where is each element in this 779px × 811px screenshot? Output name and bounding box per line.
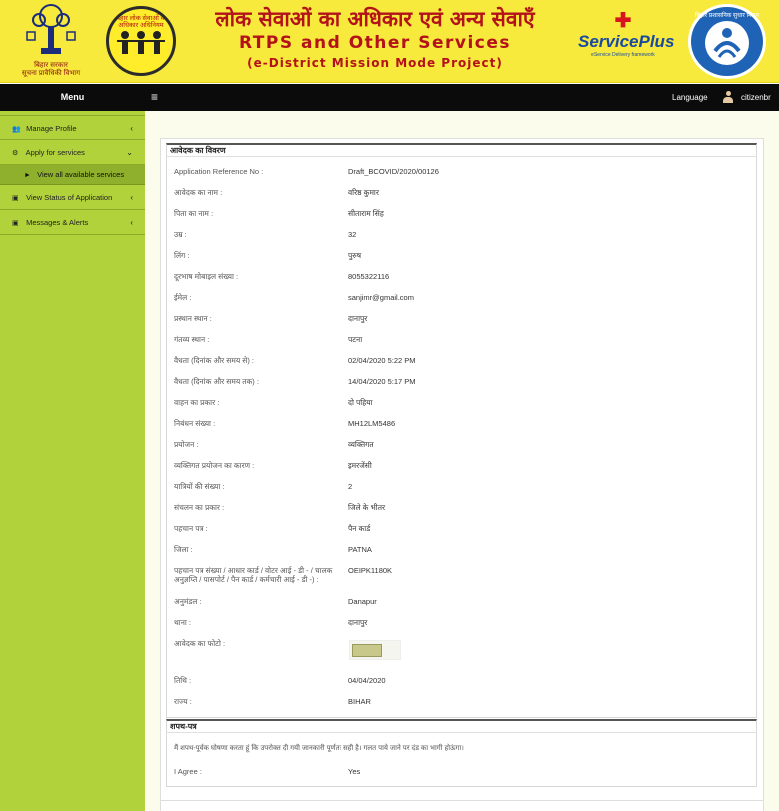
detail-label: व्यक्तिगत प्रयोजन का कारण : — [174, 461, 255, 470]
detail-value: Draft_BCOVID/2020/00126 — [348, 167, 439, 176]
sidebar-item-messages-alerts[interactable] — [0, 210, 145, 235]
header-title-block — [190, 6, 560, 72]
sidebar — [0, 111, 145, 811]
menu-title: Menu — [60, 92, 85, 102]
chevron-left-icon: ‹ — [130, 124, 133, 133]
detail-label: संचलन का प्रकार : — [174, 503, 225, 512]
detail-value: sanjimr@gmail.com — [348, 293, 414, 302]
applicant-section-title: आवेदक का विवरण — [170, 146, 226, 155]
detail-label: पिता का नाम : — [174, 209, 214, 218]
detail-label: वैधता (दिनांक और समय तक) : — [174, 377, 259, 386]
detail-value: OEIPK1180K — [348, 566, 393, 575]
bihar-admin-reform-logo — [688, 4, 766, 79]
header-banner — [0, 0, 779, 83]
gears-icon: ⚙ — [12, 150, 19, 157]
sidebar-item-manage-profile[interactable] — [0, 115, 145, 140]
header-title-hindi: लोक सेवाओं का अधिकार एवं अन्य सेवाएँ — [215, 7, 535, 31]
detail-label: पहचान पत्र : — [174, 524, 208, 533]
detail-label: उम्र : — [174, 230, 187, 239]
chevron-left-icon: ‹ — [130, 193, 133, 202]
declaration-card — [166, 719, 757, 787]
detail-label: दूरभाष मोबाइल संख्या : — [174, 272, 239, 281]
declaration-text: मैं शपथ-पूर्वक घोषणा करता हूं कि उपरोक्त दी गयी जानकारी पूर्णतः सही है। गलत पाये जाने पर दंड का भागी होऊंगा। — [174, 745, 464, 752]
section-divider — [166, 732, 757, 733]
detail-value: 14/04/2020 5:17 PM — [348, 377, 416, 386]
detail-value: पुरुष — [348, 251, 362, 260]
sidebar-item-label: Manage Profile — [26, 124, 77, 133]
serviceplus-logo — [578, 10, 675, 76]
detail-label: आवेदक का नाम : — [174, 188, 223, 197]
detail-label: वैधता (दिनांक और समय से) : — [174, 356, 255, 365]
detail-label: ईमेल : — [174, 293, 192, 302]
next-panel — [160, 800, 764, 811]
detail-label: आवेदक का फोटो : — [174, 639, 226, 648]
user-avatar-icon[interactable] — [723, 91, 733, 103]
right-logo-text: बिहार प्रशासनिक सुधार मिशन — [694, 13, 760, 19]
circle-arrow-icon: ► — [24, 172, 31, 179]
figure-icon — [705, 21, 749, 65]
sidebar-item-label: Apply for services — [25, 148, 85, 157]
detail-value: PATNA — [348, 545, 372, 554]
serviceplus-tagline: eService Delivery framework — [591, 52, 655, 58]
sidebar-subitem-label: View all available services — [37, 170, 125, 179]
detail-value: पैन कार्ड — [348, 524, 371, 533]
language-menu[interactable]: Language — [672, 93, 708, 102]
left-logo-caption-2: सूचना प्रावैधिकी विभाग — [21, 70, 81, 77]
bihar-govt-logo — [6, 2, 96, 80]
detail-label: प्रस्थान स्थान : — [174, 314, 212, 323]
sidebar-item-view-status[interactable] — [0, 185, 145, 210]
detail-label: जिला : — [174, 545, 193, 554]
left-logo-caption-1: बिहार सरकार — [34, 62, 68, 69]
top-nav-bar — [0, 84, 779, 111]
detail-label: Application Reference No : — [174, 167, 264, 176]
detail-value: BIHAR — [348, 697, 371, 706]
tree-emblem-icon — [21, 2, 81, 60]
detail-value: MH12LM5486 — [348, 419, 396, 428]
detail-value: जिले के भीतर — [348, 503, 386, 512]
username-menu[interactable]: citizenbr — [741, 93, 771, 102]
detail-value: दो पहिया — [348, 398, 373, 407]
header-subtitle: (e-District Mission Mode Project) — [247, 56, 503, 70]
detail-value: दानापुर — [348, 314, 368, 323]
chevron-down-icon: ⌄ — [126, 148, 133, 157]
sidebar-item-label: Messages & Alerts — [26, 218, 89, 227]
detail-label: प्रयोजन : — [174, 440, 199, 449]
detail-value: 02/04/2020 5:22 PM — [348, 356, 416, 365]
detail-value: 2 — [348, 482, 353, 491]
section-divider — [166, 156, 757, 157]
messages-icon: ▣ — [12, 220, 19, 227]
detail-value: इमरजेंसी — [348, 461, 372, 470]
detail-label: यात्रियों की संख्या : — [174, 482, 225, 491]
people-icon — [113, 29, 169, 59]
hamburger-icon[interactable]: ≡ — [151, 90, 159, 104]
agree-value: Yes — [348, 767, 361, 776]
serviceplus-mark-icon: ✚ — [614, 10, 632, 32]
detail-label: तिथि : — [174, 676, 192, 685]
detail-label: लिंग : — [174, 251, 190, 260]
detail-label: पहचान पत्र संख्या / आधार कार्ड / वोटर आई - डी - / चालक अनुज्ञप्ति / पासपोर्ट / पैन कार्ड / कर्मचारी आई - डी -) : — [174, 566, 333, 584]
detail-label: निबंधन संख्या : — [174, 419, 216, 428]
agree-label: I Agree : — [174, 767, 202, 776]
detail-value: 32 — [348, 230, 357, 239]
serviceplus-name: ServicePlus — [578, 32, 675, 51]
chevron-left-icon: ‹ — [130, 218, 133, 227]
sidebar-subitem-view-all-services[interactable] — [0, 165, 145, 185]
detail-value: दानापुर — [348, 618, 368, 627]
detail-label: राज्य : — [174, 697, 192, 706]
detail-value: सीताराम सिंह — [348, 209, 384, 218]
detail-label: वाहन का प्रकार : — [174, 398, 220, 407]
applicant-photo — [349, 640, 401, 660]
users-icon: 👥 — [12, 126, 21, 133]
detail-value: Danapur — [348, 597, 377, 606]
header-title-english: RTPS and Other Services — [238, 33, 511, 53]
detail-value: व्यक्तिगत — [348, 440, 374, 449]
sidebar-item-apply-for-services[interactable] — [0, 140, 145, 165]
detail-value: 8055322116 — [348, 272, 390, 281]
rtps-logo-text: बिहार लोक सेवाओं का अधिकार अधिनियम — [114, 15, 168, 29]
detail-value: पटना — [348, 335, 363, 344]
sidebar-item-label: View Status of Application — [26, 193, 113, 202]
reform-emblem-icon — [705, 21, 749, 65]
detail-value: 04/04/2020 — [348, 676, 386, 685]
detail-label: अनुमंडल : — [174, 597, 202, 606]
declaration-section-title: शपथ-पत्र — [170, 722, 197, 731]
detail-label: गंतव्य स्थान : — [174, 335, 210, 344]
detail-label: थाना : — [174, 618, 192, 627]
list-icon: ▣ — [12, 195, 19, 202]
rtps-act-logo — [106, 6, 176, 76]
detail-value: वरिष्ठ कुमार — [348, 188, 379, 197]
